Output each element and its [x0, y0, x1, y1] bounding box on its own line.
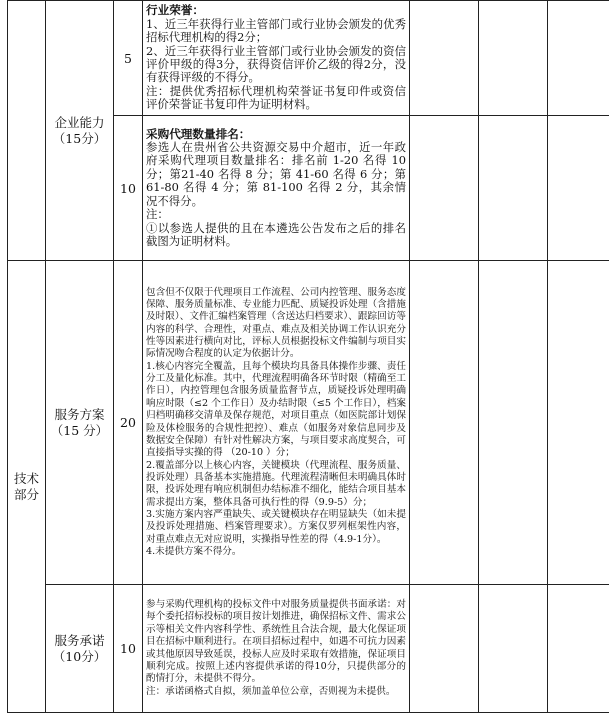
criteria-line: 参与采购代理机构的投标文件中对服务质量提供书面承诺：对每个委托招标投标的项目按计划推进，确保招标文件、需求公示等相关文件内容科学性、系统性且合法合规，最大化保证项目在招标中顺利进行。在项目招标过程中，如遇不可抗力因素或其他原因导致延误，投标人应及时采取有效措施，保证项目顺利完成。按照上述内容提供承诺的得10分，只提供部分的酌情打分，未提供不得分。 [146, 599, 406, 685]
table-row [8, 585, 609, 713]
criteria-note-label: 注： [146, 207, 169, 222]
criteria-line: 参选人在贵州省公共资源交易中介超市，近一年政府采购代理项目数量排名：排名前 1-20 名得 10 分；第21-40 名得 8 分；第 41-60 名得 6 分；第 61-80 名得 4 分；第 81-100 名得 2 分，其余情况不得分。 [146, 140, 406, 208]
empty-cell [410, 585, 479, 713]
criteria-title: 采购代理数量排名： [146, 126, 251, 141]
technical-part-cell [8, 261, 46, 713]
empty-cell [479, 1, 548, 116]
criteria-line: 包含但不仅限于代理项目工作流程、公司内控管理、服务态度保障、服务质量标准、专业能力匹配、质疑投诉处理（含措施及时限）、文件汇编档案管理（含送达归档要求）、跟踪回访等内容的科学、合理性，对重点、难点及相关协调工作认识充分性等因素进行横向对比，评标人员根据投标文件编制与项目实际情况吻合程度的认定为依据计分。 [146, 286, 406, 360]
service-plan-points: （15 分） [50, 422, 109, 438]
service-commitment-cell [46, 585, 114, 713]
criteria-line: 2、近三年获得行业主管部门或行业协会颁发的资信评价甲级的得3分，获得资信评价乙级的得2分，没有获得评级的不得分。 [146, 43, 406, 85]
empty-cell [410, 261, 479, 585]
score-cell: 10 [114, 585, 143, 713]
criteria-line: 1.核心内容完全覆盖，且每个模块均具备具体操作步骤、责任分工及量化标准。其中，代理流程明确各环节时限（精确至工作日），内控管理包含服务质量监督节点，质疑投诉处理明确响应时限（≤2 个工作日）及办结时限（≤5 个工作日），档案归档明确移交清单及保存规范，对项目重点（如医院部计划保险及体检服务的合规性把控）、难点（如服务对象信息同步及数据安全保障）有针对性解决方案，与项目要求高度契合，可直接指导实操的得 （20-10 ）分； [146, 360, 406, 459]
criteria-line: 2.覆盖部分以上核心内容，关键模块（代理流程、服务质量、投诉处理）具备基本实施措施。代理流程清晰但未明确具体时限，投诉处理有响应机制但办结标准不细化，能结合项目基本需求提出方案，整体具备可执行性的得（9.9-5）分； [146, 459, 406, 508]
empty-cell [548, 116, 609, 261]
empty-cell [410, 116, 479, 261]
service-plan-cell [46, 261, 114, 585]
empty-cell [410, 1, 479, 116]
empty-cell [479, 585, 548, 713]
empty-cell [479, 261, 548, 585]
criteria-line: 4.未提供方案不得分。 [146, 545, 242, 557]
table-row [8, 261, 609, 585]
criteria-note: 注：承诺函格式自拟，须加盖单位公章，否则视为未提供。 [146, 685, 396, 697]
table-row [8, 1, 609, 116]
service-plan-criteria [143, 261, 410, 585]
procurement-ranking-criteria [143, 116, 410, 261]
business-capability-cell [46, 1, 114, 261]
blank-part-cell [8, 1, 46, 261]
service-plan-label: 服务方案 [54, 406, 105, 422]
service-commitment-label: 服务承诺 [54, 632, 105, 648]
score-cell: 10 [114, 116, 143, 261]
service-commitment-criteria [143, 585, 410, 713]
criteria-note: ①以参选人提供的且在本遴选公告发布之后的排名截图为证明材料。 [146, 220, 406, 248]
scoring-criteria-table [7, 0, 609, 713]
empty-cell [548, 585, 609, 713]
score-cell: 20 [114, 261, 143, 585]
criteria-note: 注：提供优秀招标代理机构荣誉证书复印件或资信评价荣誉证书复印件为证明材料。 [146, 83, 406, 112]
criteria-line: 3.实施方案内容严重缺失、或关键模块存在明显缺失（如未提及投诉处理措施、档案管理要求）。方案仅罗列框架性内容，对重点难点无对应说明，实操指导性差的得（4.9-1分）。 [146, 508, 406, 545]
empty-cell [548, 261, 609, 585]
empty-cell [548, 1, 609, 116]
criteria-line: 1、近三年获得行业主管部门或行业协会颁发的优秀招标代理机构的得2分； [146, 16, 406, 45]
industry-honor-criteria [143, 1, 410, 116]
part-label: 技术部分 [13, 470, 39, 502]
empty-cell [479, 116, 548, 261]
category-points: （15分） [52, 130, 107, 146]
criteria-title: 行业荣誉： [146, 3, 204, 18]
service-commitment-points: （10分） [52, 648, 107, 664]
category-label: 企业能力 [54, 114, 105, 130]
score-cell: 5 [114, 1, 143, 116]
